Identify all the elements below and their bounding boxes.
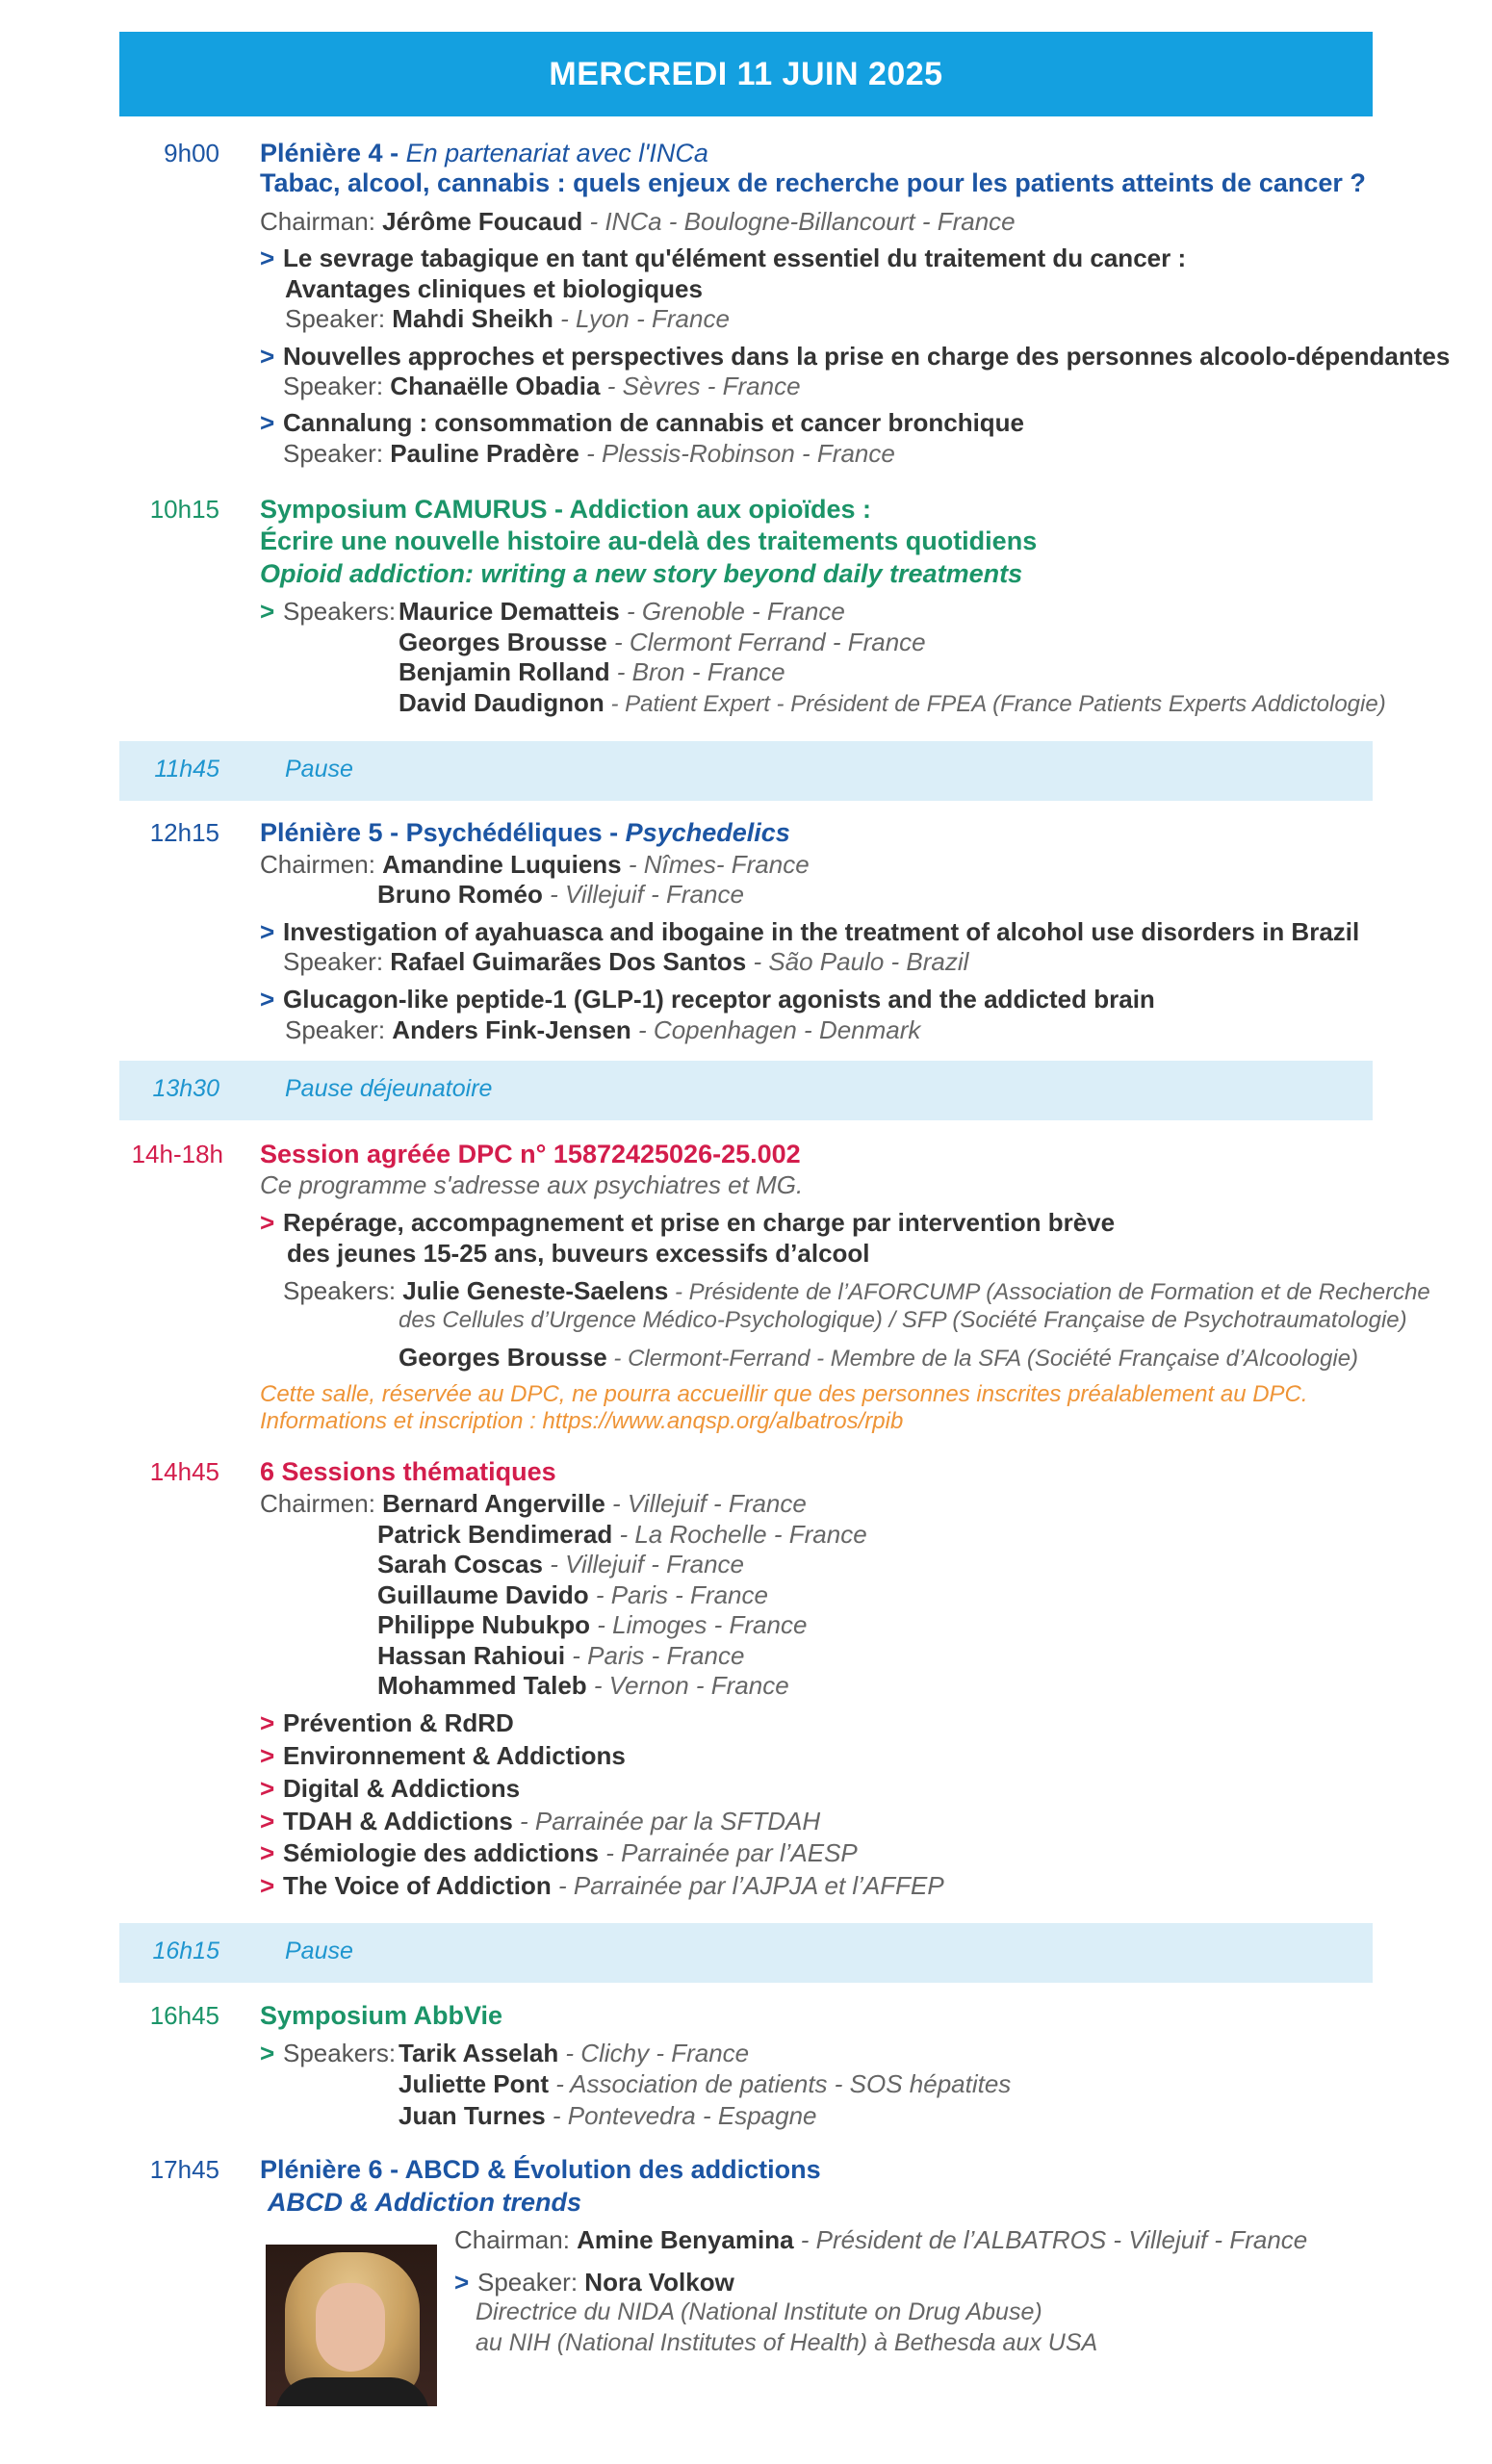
chevron-right-icon: > xyxy=(260,1871,275,1900)
dpc-warning: Cette salle, réservée au DPC, ne pourra accueillir que des personnes inscrites préalablement au DPC. xyxy=(260,1381,1308,1407)
speaker-line: Speaker: Mahdi Sheikh - Lyon - France xyxy=(285,304,730,333)
speaker-affiliation: des Cellules d’Urgence Médico-Psychologique) / SFP (Société Française de Psychotraumatologie) xyxy=(399,1307,1407,1333)
topic-item: > Prévention & RdRD xyxy=(260,1708,514,1737)
chairman-line: Sarah Coscas - Villejuif - France xyxy=(377,1550,745,1578)
day-banner: MERCREDI 11 JUIN 2025 xyxy=(119,32,1373,116)
pause-row xyxy=(119,1061,1373,1120)
pause-label: Pause déjeunatoire xyxy=(285,1075,493,1102)
chevron-right-icon: > xyxy=(260,1208,275,1237)
symposium-camurus-english: Opioid addiction: writing a new story beyond daily treatments xyxy=(260,559,1023,588)
pause-label: Pause xyxy=(285,1938,353,1964)
pause-time: 16h15 xyxy=(152,1938,219,1964)
topic-item: > Sémiologie des addictions - Parrainée par l’AESP xyxy=(260,1838,858,1867)
topic-item: > TDAH & Addictions - Parrainée par la SFTDAH xyxy=(260,1807,821,1835)
chairmen-line: Chairmen: Amandine Luquiens - Nîmes- France xyxy=(260,850,810,879)
speaker-line: Juliette Pont - Association de patients - SOS hépatites xyxy=(399,2069,1012,2098)
speaker-line: Georges Brousse - Clermont-Ferrand - Membre de la SFA (Société Française d’Alcoologie) xyxy=(399,1343,1359,1372)
speaker-line: Benjamin Rolland - Bron - France xyxy=(399,657,785,686)
speaker-bio: Directrice du NIDA (National Institute on Drug Abuse) xyxy=(476,2298,1042,2325)
chairman-line: Hassan Rahioui - Paris - France xyxy=(377,1641,745,1670)
speaker-line: Georges Brousse - Clermont Ferrand - France xyxy=(399,628,926,656)
chairmen-line: Chairmen: Bernard Angerville - Villejuif - France xyxy=(260,1489,807,1518)
pleniere-6-title: Plénière 6 - ABCD & Évolution des addictions xyxy=(260,2155,821,2184)
chevron-right-icon: > xyxy=(260,597,275,626)
symposium-abbvie-title: Symposium AbbVie xyxy=(260,2001,503,2030)
chairman-line: Bruno Roméo - Villejuif - France xyxy=(377,880,744,909)
pause-row xyxy=(119,1923,1373,1983)
speakers-line: Speakers: Julie Geneste-Saelens - Présidente de l’AFORCUMP (Association de Formation et de Recherche xyxy=(283,1276,1430,1305)
speaker-line: Maurice Dematteis - Grenoble - France xyxy=(399,597,845,626)
speaker-photo xyxy=(266,2245,437,2406)
talk-title: des jeunes 15-25 ans, buveurs excessifs d’alcool xyxy=(287,1239,870,1268)
chairman-line: Guillaume Davido - Paris - France xyxy=(377,1580,768,1609)
speakers-line: > Speakers: xyxy=(260,2039,397,2067)
speaker-line: Speaker: Chanaëlle Obadia - Sèvres - France xyxy=(283,372,801,400)
chevron-right-icon: > xyxy=(260,1807,275,1835)
symposium-camurus-title: Symposium CAMURUS - Addiction aux opioïdes : xyxy=(260,495,872,524)
talk-title: > Investigation of ayahuasca and ibogaine in the treatment of alcohol use disorders in Brazil xyxy=(260,917,1360,946)
dpc-registration-link[interactable]: Informations et inscription : https://www.anqsp.org/albatros/rpib xyxy=(260,1408,904,1434)
talk-title: > Cannalung : consommation de cannabis et cancer bronchique xyxy=(260,408,1025,437)
pause-label: Pause xyxy=(285,756,353,783)
pleniere-6-subtitle: ABCD & Addiction trends xyxy=(268,2188,581,2217)
pleniere-5-title: Plénière 5 - Psychédéliques - Psychedelics xyxy=(260,818,790,847)
chevron-right-icon: > xyxy=(454,2268,470,2297)
talk-title: > Repérage, accompagnement et prise en charge par intervention brève xyxy=(260,1208,1116,1237)
chairman-line: Chairman: Amine Benyamina - Président de l’ALBATROS - Villejuif - France xyxy=(454,2225,1308,2254)
time-12h15: 12h15 xyxy=(149,818,219,847)
speaker-line: Speaker: Rafael Guimarães Dos Santos - São Paulo - Brazil xyxy=(283,947,969,976)
pleniere-4-title: Plénière 4 - En partenariat avec l'INCa xyxy=(260,139,708,167)
topic-item: > Digital & Addictions xyxy=(260,1774,521,1803)
sessions-thematiques-title: 6 Sessions thématiques xyxy=(260,1457,556,1486)
speaker-line: > Speaker: Nora Volkow xyxy=(454,2268,734,2297)
chevron-right-icon: > xyxy=(260,2039,275,2067)
speaker-line: Tarik Asselah - Clichy - France xyxy=(399,2039,750,2067)
topic-item: > The Voice of Addiction - Parrainée par l’AJPJA et l’AFFEP xyxy=(260,1871,944,1900)
chevron-right-icon: > xyxy=(260,1708,275,1737)
chevron-right-icon: > xyxy=(260,408,275,437)
time-14h45: 14h45 xyxy=(149,1457,219,1486)
chairman-line: Mohammed Taleb - Vernon - France xyxy=(377,1671,789,1700)
dpc-audience-note: Ce programme s'adresse aux psychiatres et MG. xyxy=(260,1170,804,1199)
chevron-right-icon: > xyxy=(260,1774,275,1803)
topic-item: > Environnement & Addictions xyxy=(260,1741,626,1770)
pleniere-4-subtitle: Tabac, alcool, cannabis : quels enjeux de recherche pour les patients atteints de cancer ? xyxy=(260,168,1366,197)
speakers-line: > Speakers: xyxy=(260,597,397,626)
time-10h15: 10h15 xyxy=(149,495,219,524)
talk-title: > Le sevrage tabagique en tant qu'élément essentiel du traitement du cancer : xyxy=(260,244,1187,272)
talk-title: > Glucagon-like peptide-1 (GLP-1) receptor agonists and the addicted brain xyxy=(260,985,1155,1014)
chairman-line: Patrick Bendimerad - La Rochelle - France xyxy=(377,1520,867,1549)
pause-row xyxy=(119,741,1373,801)
pause-time: 11h45 xyxy=(154,756,219,783)
chairman-line: Philippe Nubukpo - Limoges - France xyxy=(377,1610,808,1639)
chevron-right-icon: > xyxy=(260,985,275,1014)
time-9h00: 9h00 xyxy=(164,139,219,167)
chevron-right-icon: > xyxy=(260,917,275,946)
speaker-line: Juan Turnes - Pontevedra - Espagne xyxy=(399,2101,817,2130)
speaker-line: Speaker: Pauline Pradère - Plessis-Robinson - France xyxy=(283,439,895,468)
speaker-line: David Daudignon - Patient Expert - Président de FPEA (France Patients Experts Addictologie) xyxy=(399,688,1386,717)
chevron-right-icon: > xyxy=(260,244,275,272)
talk-title: > Nouvelles approches et perspectives dans la prise en charge des personnes alcoolo-dépendantes xyxy=(260,342,1451,371)
time-17h45: 17h45 xyxy=(149,2155,219,2184)
chevron-right-icon: > xyxy=(260,1741,275,1770)
chevron-right-icon: > xyxy=(260,342,275,371)
time-16h45: 16h45 xyxy=(149,2001,219,2030)
speaker-line: Speaker: Anders Fink-Jensen - Copenhagen - Denmark xyxy=(285,1015,921,1044)
talk-title: Avantages cliniques et biologiques xyxy=(285,274,703,303)
time-14h-18h: 14h-18h xyxy=(131,1140,223,1168)
pause-time: 13h30 xyxy=(152,1075,219,1102)
chairman-line: Chairman: Jérôme Foucaud - INCa - Boulogne-Billancourt - France xyxy=(260,207,1016,236)
chevron-right-icon: > xyxy=(260,1838,275,1867)
symposium-camurus-subtitle: Écrire une nouvelle histoire au-delà des traitements quotidiens xyxy=(260,526,1038,555)
dpc-session-title: Session agréée DPC n° 15872425026-25.002 xyxy=(260,1140,801,1168)
speaker-bio: au NIH (National Institutes of Health) à Bethesda aux USA xyxy=(476,2329,1098,2356)
